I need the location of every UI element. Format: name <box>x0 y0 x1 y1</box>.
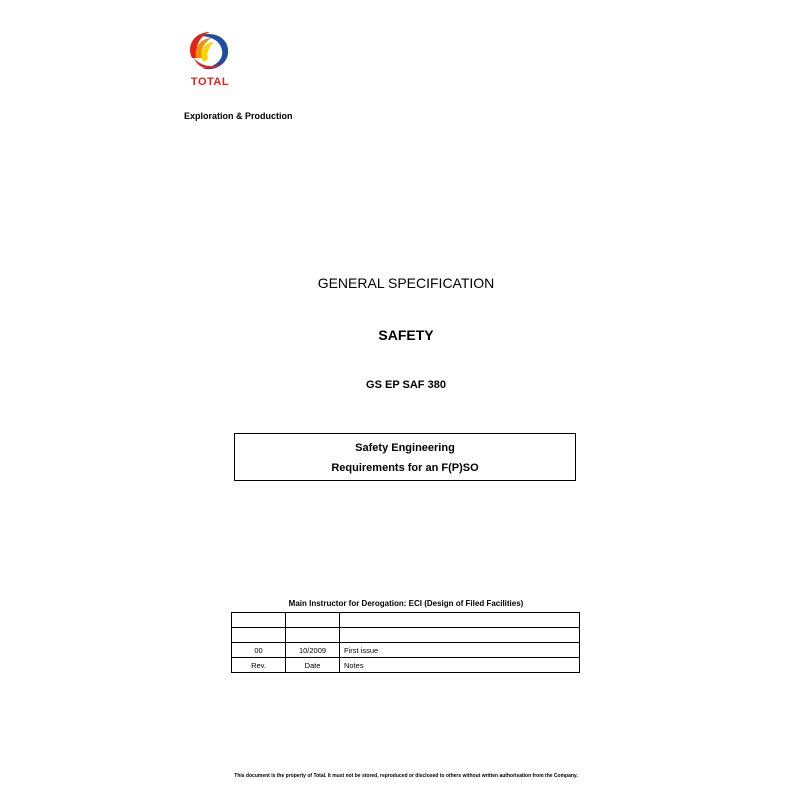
notes-header: Notes <box>340 658 580 673</box>
revision-cell <box>232 613 286 628</box>
total-logo-icon <box>184 28 236 74</box>
notes-cell: First issue <box>340 643 580 658</box>
document-title-box <box>234 433 576 481</box>
date-header: Date <box>286 658 340 673</box>
revision-table <box>231 612 580 673</box>
total-logo <box>184 28 240 92</box>
notes-cell <box>340 628 580 643</box>
logo-wordmark: TOTAL <box>190 76 230 88</box>
document-type: GENERAL SPECIFICATION <box>317 275 495 291</box>
document-title-line2: Requirements for an F(P)SO <box>331 462 479 474</box>
table-header-row <box>232 658 580 673</box>
revision-cell: 00 <box>232 643 286 658</box>
confidentiality-notice: This document is the property of Total. It must not be stored, reproduced or disclosed to others without written authorisation from the Company. <box>234 773 578 779</box>
date-cell: 10/2009 <box>286 643 340 658</box>
document-title-line1: Safety Engineering <box>355 442 455 454</box>
document-code: GS EP SAF 380 <box>366 379 446 391</box>
derogation-caption: Main Instructor for Derogation: ECI (Design of Filed Facilities) <box>288 599 524 608</box>
division-label: Exploration & Production <box>184 111 293 121</box>
document-domain: SAFETY <box>378 327 434 343</box>
date-cell <box>286 628 340 643</box>
table-row <box>232 613 580 628</box>
date-cell <box>286 613 340 628</box>
revision-cell <box>232 628 286 643</box>
notes-cell <box>340 613 580 628</box>
table-row <box>232 628 580 643</box>
revision-header: Rev. <box>232 658 286 673</box>
table-row <box>232 643 580 658</box>
